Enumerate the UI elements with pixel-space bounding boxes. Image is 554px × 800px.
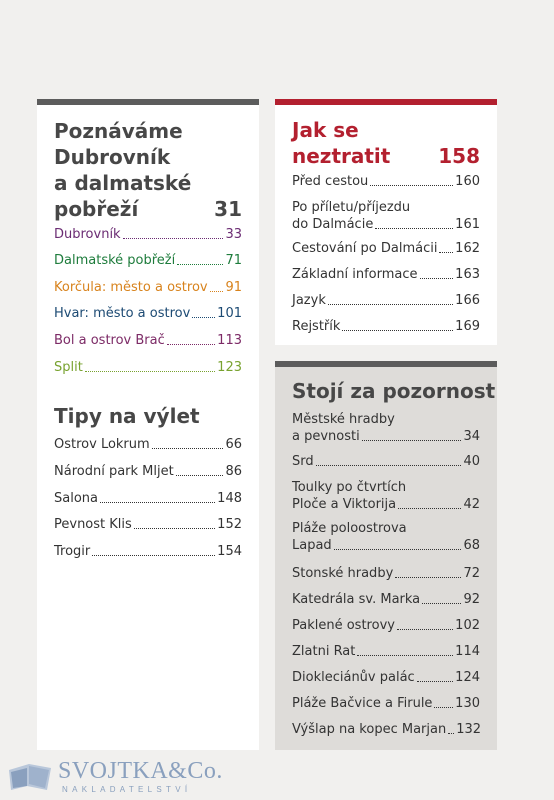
toc-entry-page: 162	[455, 241, 480, 256]
toc-entry	[54, 542, 242, 560]
toc-entry	[54, 489, 242, 507]
toc-entry-label: Po příletu/příjezdu	[292, 200, 411, 215]
toc-entry-line	[292, 496, 480, 513]
toc-entry	[292, 520, 480, 554]
toc-entry	[54, 278, 242, 296]
toc-entry	[292, 590, 480, 608]
toc-entry	[292, 199, 480, 233]
dot-leader	[123, 238, 224, 239]
toc-entry	[292, 239, 480, 257]
toc-entry	[54, 515, 242, 533]
toc-entry	[292, 452, 480, 470]
toc-entry	[292, 564, 480, 582]
toc-entry-page: 148	[217, 491, 242, 506]
toc-entry-label: Národní park Mljet	[54, 464, 174, 479]
toc-entry-label: Pláže Bačvice a Firule	[292, 696, 433, 711]
dot-leader	[100, 502, 215, 503]
toc-entry-label: Paklené ostrovy	[292, 618, 395, 633]
toc-entry-page: 160	[455, 174, 480, 189]
dot-leader	[210, 291, 224, 292]
toc-panel-practical	[275, 99, 497, 345]
toc-entry-label: Hvar: město a ostrov	[54, 306, 191, 321]
toc-entry-page: 34	[463, 429, 480, 444]
toc-entry-page: 123	[217, 360, 242, 375]
toc-entry-page: 101	[217, 306, 242, 321]
book-icon	[7, 760, 53, 794]
toc-entry-label: Zlatni Rat	[292, 644, 356, 659]
dot-leader	[420, 278, 454, 279]
toc-entry-label: Před cestou	[292, 174, 369, 189]
toc-entry-page: 86	[225, 464, 242, 479]
toc-entry-page: 114	[455, 644, 480, 659]
toc-entry-page: 92	[463, 592, 480, 607]
toc-entry-label: Rejstřík	[292, 319, 341, 334]
toc-entry-label: Dubrovník	[54, 227, 121, 242]
toc-entry	[54, 435, 242, 453]
toc-entry	[292, 172, 480, 190]
toc-entry-label: Městské hradby	[292, 412, 395, 427]
dot-leader	[397, 629, 453, 630]
dot-leader	[177, 264, 223, 265]
dot-leader	[134, 528, 215, 529]
toc-entry	[292, 668, 480, 686]
dot-leader	[92, 555, 215, 556]
toc-entry-label: Jazyk	[292, 293, 326, 308]
dot-leader	[448, 733, 454, 734]
dot-leader	[342, 330, 453, 331]
section-page-explore: 31	[214, 197, 242, 221]
toc-entry-label: Pláže poloostrova	[292, 521, 407, 536]
dot-leader	[152, 448, 224, 449]
toc-entry-page: 91	[225, 280, 242, 295]
toc-entry-label: Lapad	[292, 538, 332, 553]
toc-entry-label: Výšlap na kopec Marjan	[292, 722, 447, 737]
toc-entry-line	[292, 216, 480, 233]
toc-entry	[292, 479, 480, 513]
toc-entry	[292, 317, 480, 335]
toc-entry-page: 161	[455, 217, 480, 232]
dot-leader	[316, 465, 462, 466]
dot-leader	[85, 371, 215, 372]
toc-panel-explore	[37, 99, 259, 750]
dot-leader	[439, 252, 453, 253]
toc-entry-page: 71	[225, 253, 242, 268]
toc-entry-label: a pevnosti	[292, 429, 360, 444]
section-page-practical: 158	[438, 144, 480, 168]
dot-leader	[176, 475, 224, 476]
toc-entry-page: 154	[217, 544, 242, 559]
toc-entry	[54, 331, 242, 349]
toc-entry-page: 42	[463, 497, 480, 512]
toc-entry	[54, 462, 242, 480]
toc-entry-label: Trogir	[54, 544, 91, 559]
toc-entry	[54, 225, 242, 243]
toc-entry-label: Korčula: město a ostrov	[54, 280, 208, 295]
toc-entry	[292, 265, 480, 283]
toc-entry-label: Ostrov Lokrum	[54, 437, 150, 452]
section-title-explore: Poznáváme Dubrovník a dalmatské pobřeží	[54, 119, 192, 221]
toc-entry-page: 152	[217, 517, 242, 532]
toc-entry-label: Cestování po Dalmácii	[292, 241, 438, 256]
toc-entry-label: Salona	[54, 491, 98, 506]
dot-leader	[417, 681, 453, 682]
toc-entry-label: Pevnost Klis	[54, 517, 132, 532]
publisher-name: SVOJTKA&Co.	[58, 758, 223, 784]
dot-leader	[334, 549, 462, 550]
section-title-practical: Jak se neztratit	[292, 118, 391, 168]
toc-entry-page: 169	[455, 319, 480, 334]
toc-entry-label: Toulky po čtvrtích	[292, 480, 407, 495]
toc-entry-label: do Dalmácie	[292, 217, 374, 232]
dot-leader	[328, 304, 453, 305]
dot-leader	[398, 508, 461, 509]
toc-entry	[292, 642, 480, 660]
toc-entry-page: 33	[225, 227, 242, 242]
toc-entry-page: 166	[455, 293, 480, 308]
toc-entry-page: 163	[455, 267, 480, 282]
dot-leader	[434, 707, 453, 708]
dot-leader	[192, 317, 215, 318]
dot-leader	[357, 655, 453, 656]
toc-entry-page: 113	[217, 333, 242, 348]
toc-entry-page: 40	[463, 454, 480, 469]
dot-leader	[375, 228, 453, 229]
toc-entry-label: Srd	[292, 454, 314, 469]
dot-leader	[370, 185, 453, 186]
toc-entry-label: Bol a ostrov Brač	[54, 333, 165, 348]
toc-entry-page: 66	[225, 437, 242, 452]
dot-leader	[167, 344, 215, 345]
toc-entry	[54, 304, 242, 322]
toc-entry-page: 68	[463, 538, 480, 553]
toc-entry-label: Katedrála sv. Marka	[292, 592, 421, 607]
toc-entry-label: Základní informace	[292, 267, 418, 282]
section-title-highlights: Stojí za pozornost	[292, 379, 496, 403]
toc-entry	[292, 291, 480, 309]
toc-entry	[292, 720, 480, 738]
toc-entry-page: 132	[456, 722, 482, 737]
toc-entry-page: 124	[455, 670, 480, 685]
toc-entry	[292, 694, 480, 712]
toc-entry-label: Split	[54, 360, 83, 375]
toc-entry-page: 102	[455, 618, 480, 633]
toc-entry	[54, 251, 242, 269]
toc-entry-page: 130	[455, 696, 480, 711]
toc-entry-line	[292, 428, 480, 445]
dot-leader	[395, 577, 461, 578]
toc-entry-label: Diokleciánův palác	[292, 670, 415, 685]
publisher-subtitle: NAKLADATELSTVÍ	[62, 785, 192, 794]
toc-entry-label: Stonské hradby	[292, 566, 394, 581]
publisher-logo	[0, 752, 223, 800]
section-title-trips: Tipy na výlet	[54, 404, 200, 428]
dot-leader	[422, 603, 461, 604]
toc-entry	[292, 616, 480, 634]
toc-entry-line	[292, 537, 480, 554]
toc-entry-page: 72	[463, 566, 480, 581]
toc-entry	[54, 358, 242, 376]
toc-entry-label: Ploče a Viktorija	[292, 497, 397, 512]
toc-entry	[292, 411, 480, 445]
toc-panel-highlights	[275, 361, 497, 750]
toc-entry-label: Dalmatské pobřeží	[54, 253, 176, 268]
dot-leader	[362, 440, 462, 441]
